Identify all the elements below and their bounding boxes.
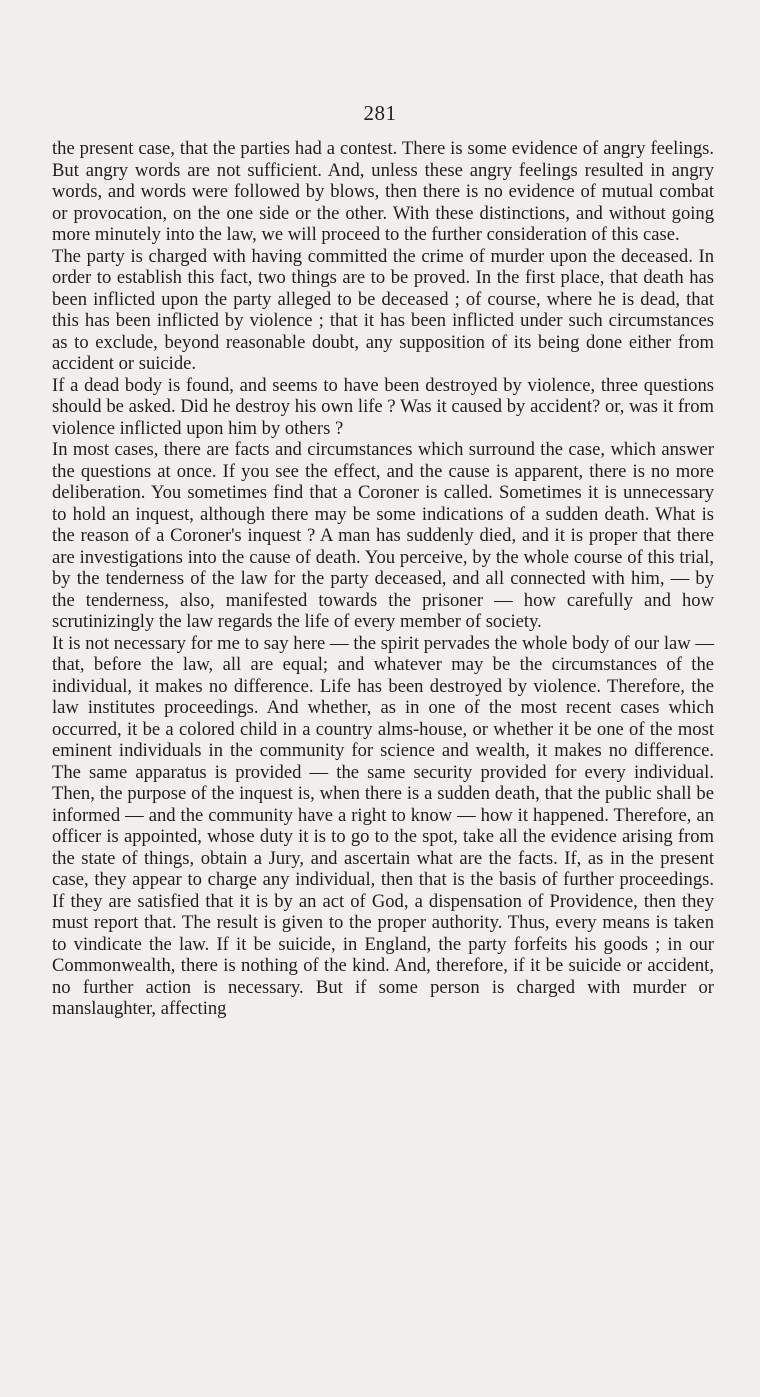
page-number: 281	[363, 101, 397, 125]
paragraph-4: In most cases, there are facts and circumstances which surround the case, which answer the questions at once. If you see the effect, and the cause is apparent, there is no more deliberation. You sometimes find that a Coroner is called. Sometimes it is unnecessary to hold an inquest, although there may be some indications of a sudden death. What is the reason of a Coroner's inquest ? A man has suddenly died, and it is proper that there are investigations into the cause of death. You perceive, by the whole course of this trial, by the tenderness of the law for the party deceased, and all connected with him, — by the tenderness, also, manifested towards the prisoner — how carefully and how scrutinizingly the law regards the life of every member of society.	[52, 439, 714, 632]
paragraph-3: If a dead body is found, and seems to have been destroyed by violence, three questions should be asked. Did he destroy his own life ? Was it caused by accident? or, was it from violence inflicted upon him by others ?	[52, 374, 714, 439]
paragraph-5: It is not necessary for me to say here — the spirit pervades the whole body of our law — that, before the law, all are equal; and whatever may be the circumstances of the individual, it makes no difference. Life has been destroyed by violence. Therefore, the law institutes proceedings. And whether, as in one of the most recent cases which occurred, it be a colored child in a country alms-house, or whether it be one of the most eminent individuals in the community for science and wealth, it makes no difference. The same apparatus is provided — the same security provided for every individual. Then, the purpose of the inquest is, when there is a sudden death, that the public shall be informed — and the community have a right to know — how it happened. Therefore, an officer is appointed, whose duty it is to go to the spot, take all the evidence arising from the state of things, obtain a Jury, and ascertain what are the facts. If, as in the present case, they appear to charge any individual, then that is the basis of further proceedings. If they are satisfied that it is by an act of God, a dispensation of Providence, then they must report that. The result is given to the proper authority. Thus, every means is taken to vindicate the law. If it be suicide, in England, the party forfeits his goods ; in our Commonwealth, there is nothing of the kind. And, therefore, if it be suicide or accident, no further action is necessary. But if some person is charged with murder or manslaughter, affecting	[52, 632, 714, 1019]
paragraph-1: the present case, that the parties had a contest. There is some evidence of angry feelings. But angry words are not sufficient. And, unless these angry feelings resulted in angry words, and words were followed by blows, then there is no evidence of mutual combat or provocation, on the one side or the other. With these distinctions, and without going more minutely into the law, we will proceed to the further consideration of this case.	[52, 138, 714, 245]
paragraph-2: The party is charged with having committed the crime of murder upon the deceased. In order to establish this fact, two things are to be proved. In the first place, that death has been inflicted upon the party alleged to be deceased ; of course, where he is dead, that this has been inflicted by violence ; that it has been inflicted under such circumstances as to exclude, beyond reasonable doubt, any supposition of its being done either from accident or suicide.	[52, 245, 714, 374]
body-text	[52, 138, 714, 1020]
